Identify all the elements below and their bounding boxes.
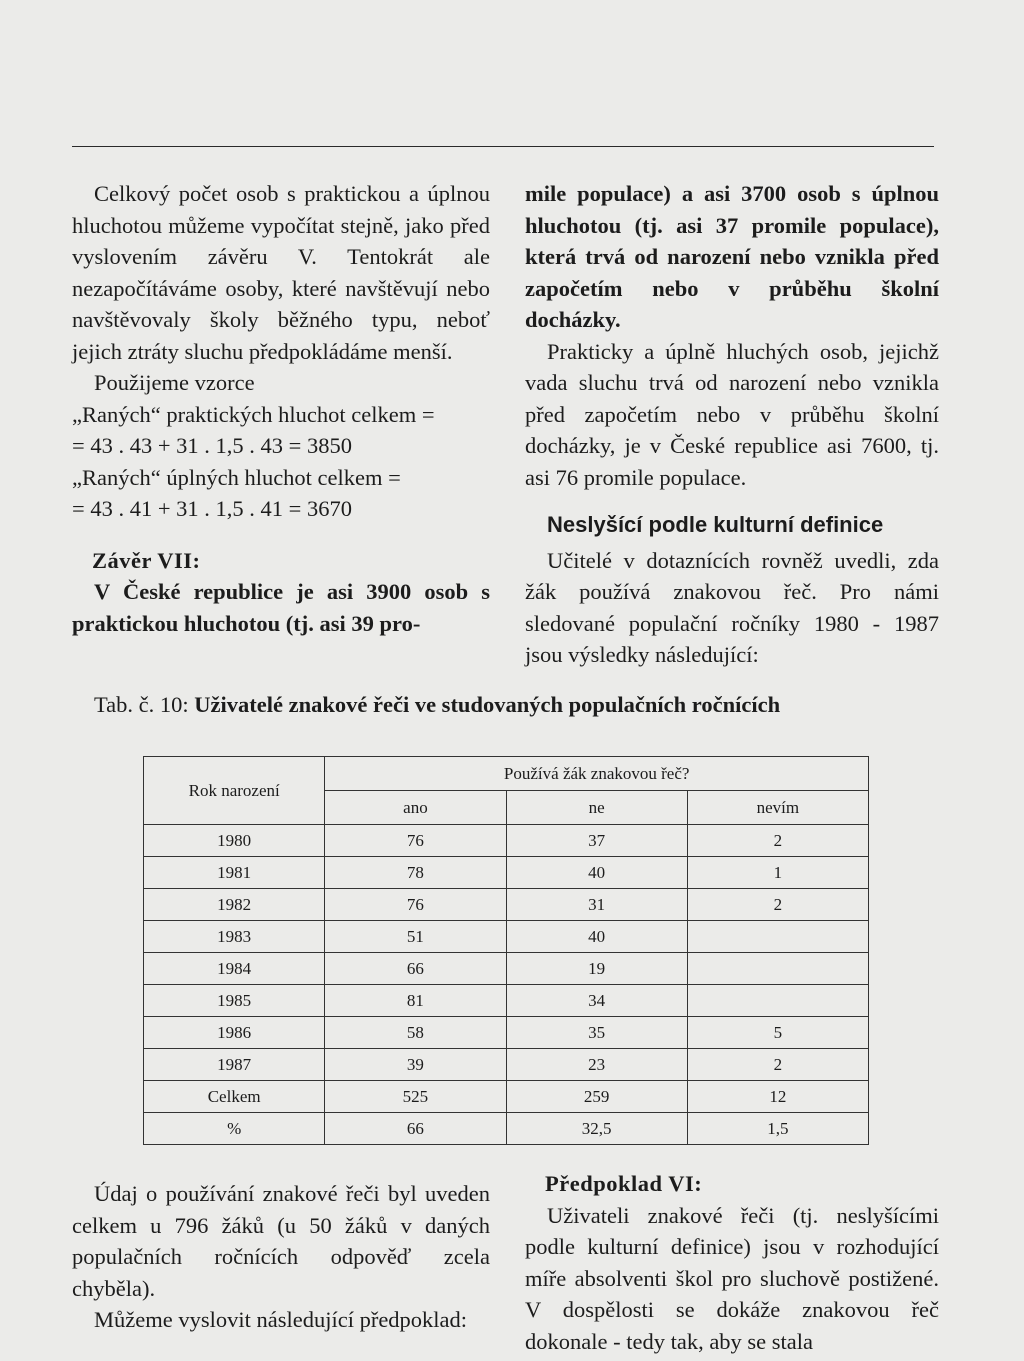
conclusion-title: Závěr VII: [92,547,201,573]
formula-practical-equation: = 43 . 43 + 31 . 1,5 . 43 = 3850 [72,433,352,458]
conclusion-continued: mile populace) a asi 3700 osob s úplnou hluchotou (tj. asi 37 promile populace), která trvá od narození nebo vznikla před započetím nebo v průběhu školní docházky. [525,181,939,332]
cell-no: 34 [506,985,687,1017]
paragraph-hypothesis-intro: Můžeme vyslovit následující předpoklad: [94,1307,468,1332]
cell-no: 31 [506,889,687,921]
header-group: Používá žák znakovou řeč? [325,757,869,791]
cell-no: 40 [506,857,687,889]
cell-yes: 81 [325,985,506,1017]
section-heading: Neslyšící podle kulturní definice [547,512,884,537]
formula-total-label: „Raných“ úplných hluchot celkem = [72,464,401,490]
table-row [144,953,869,985]
table-row [144,985,869,1017]
header-no: ne [506,791,687,825]
cell-year: 1984 [144,953,325,985]
table-row [144,921,869,953]
cell-yes: 76 [325,825,506,857]
cell-year: 1985 [144,985,325,1017]
bottom-right-column [525,1168,939,1357]
cell-dontknow: 1 [687,857,868,889]
cell-yes: 66 [325,1113,506,1145]
table-row [144,889,869,921]
cell-dontknow: 1,5 [687,1113,868,1145]
conclusion-text: V České republice je asi 3900 osob s praktickou hluchotou (tj. asi 39 pro- [72,579,490,636]
cell-yes: 51 [325,921,506,953]
cell-yes: 78 [325,857,506,889]
cell-no: 35 [506,1017,687,1049]
cell-year: 1980 [144,825,325,857]
cell-dontknow [687,953,868,985]
table-row [144,1017,869,1049]
table-caption [94,690,954,720]
paragraph-data-summary: Údaj o používání znakové řeči byl uveden celkem u 796 žáků (u 50 žáků v daných populačních ročnících odpověď zcela chyběla). [72,1181,490,1301]
cell-year: 1981 [144,857,325,889]
cell-yes: 525 [325,1081,506,1113]
cell-dontknow: 12 [687,1081,868,1113]
paragraph-formula-intro: Použijeme vzorce [94,370,255,395]
table-caption-prefix: Tab. č. 10: [94,692,195,717]
cell-year: % [144,1113,325,1145]
cell-no: 37 [506,825,687,857]
header-dontknow: nevím [687,791,868,825]
top-rule [72,146,934,147]
cell-year: Celkem [144,1081,325,1113]
cell-year: 1986 [144,1017,325,1049]
table-row [144,857,869,889]
cell-year: 1982 [144,889,325,921]
cell-dontknow [687,921,868,953]
cell-year: 1987 [144,1049,325,1081]
table-row [144,1049,869,1081]
cell-dontknow: 2 [687,1049,868,1081]
hypothesis-text: Uživateli znakové řeči (tj. neslyšícími podle kulturní definice) jsou v rozhodující míře absolventi škol pro sluchově postižené. V dospělosti se dokáže znakovou řeč dokonale - tedy tak, aby se stala [525,1202,939,1354]
sign-language-table [143,756,869,1145]
cell-no: 19 [506,953,687,985]
cell-no: 23 [506,1049,687,1081]
formula-practical-label: „Raných“ praktických hluchot celkem = [72,401,435,427]
left-column [72,178,490,639]
cell-dontknow: 2 [687,889,868,921]
cell-no: 40 [506,921,687,953]
paragraph-deaf-total: Prakticky a úplně hluchých osob, jejichž vada sluchu trvá od narození nebo vznikla před započetím nebo v průběhu školní docházky, je v České republice asi 7600, tj. asi 76 promile populace. [525,338,939,490]
formula-total-equation: = 43 . 41 + 31 . 1,5 . 41 = 3670 [72,496,352,521]
cell-no: 259 [506,1081,687,1113]
cell-no: 32,5 [506,1113,687,1145]
bottom-left-column [72,1178,490,1336]
header-yes: ano [325,791,506,825]
cell-yes: 66 [325,953,506,985]
cell-dontknow: 5 [687,1017,868,1049]
cell-dontknow: 2 [687,825,868,857]
cell-yes: 39 [325,1049,506,1081]
cell-year: 1983 [144,921,325,953]
table-caption-title: Uživatelé znakové řeči ve studovaných populačních ročnících [194,692,781,717]
cell-dontknow [687,985,868,1017]
paragraph-total-count: Celkový počet osob s praktickou a úplnou hluchotou můžeme vypočítat stejně, jako před vyslovením závěru V. Tentokrát ale nezapočítáváme osoby, které navštěvují nebo navštěvovaly školy běžného typu, neboť jejich ztráty sluchu předpokládáme menší. [72,181,490,364]
table-row [144,825,869,857]
table-row-percent [144,1113,869,1145]
paragraph-sign-language: Učitelé v dotaznících rovněž uvedli, zda žák používá znakovou řeč. Pro námi sledované populační ročníky 1980 - 1987 jsou výsledky následující: [525,547,939,667]
cell-yes: 58 [325,1017,506,1049]
header-year: Rok narození [144,757,325,825]
hypothesis-title: Předpoklad VI: [545,1171,703,1196]
cell-yes: 76 [325,889,506,921]
table-row-total [144,1081,869,1113]
right-column [525,178,939,671]
